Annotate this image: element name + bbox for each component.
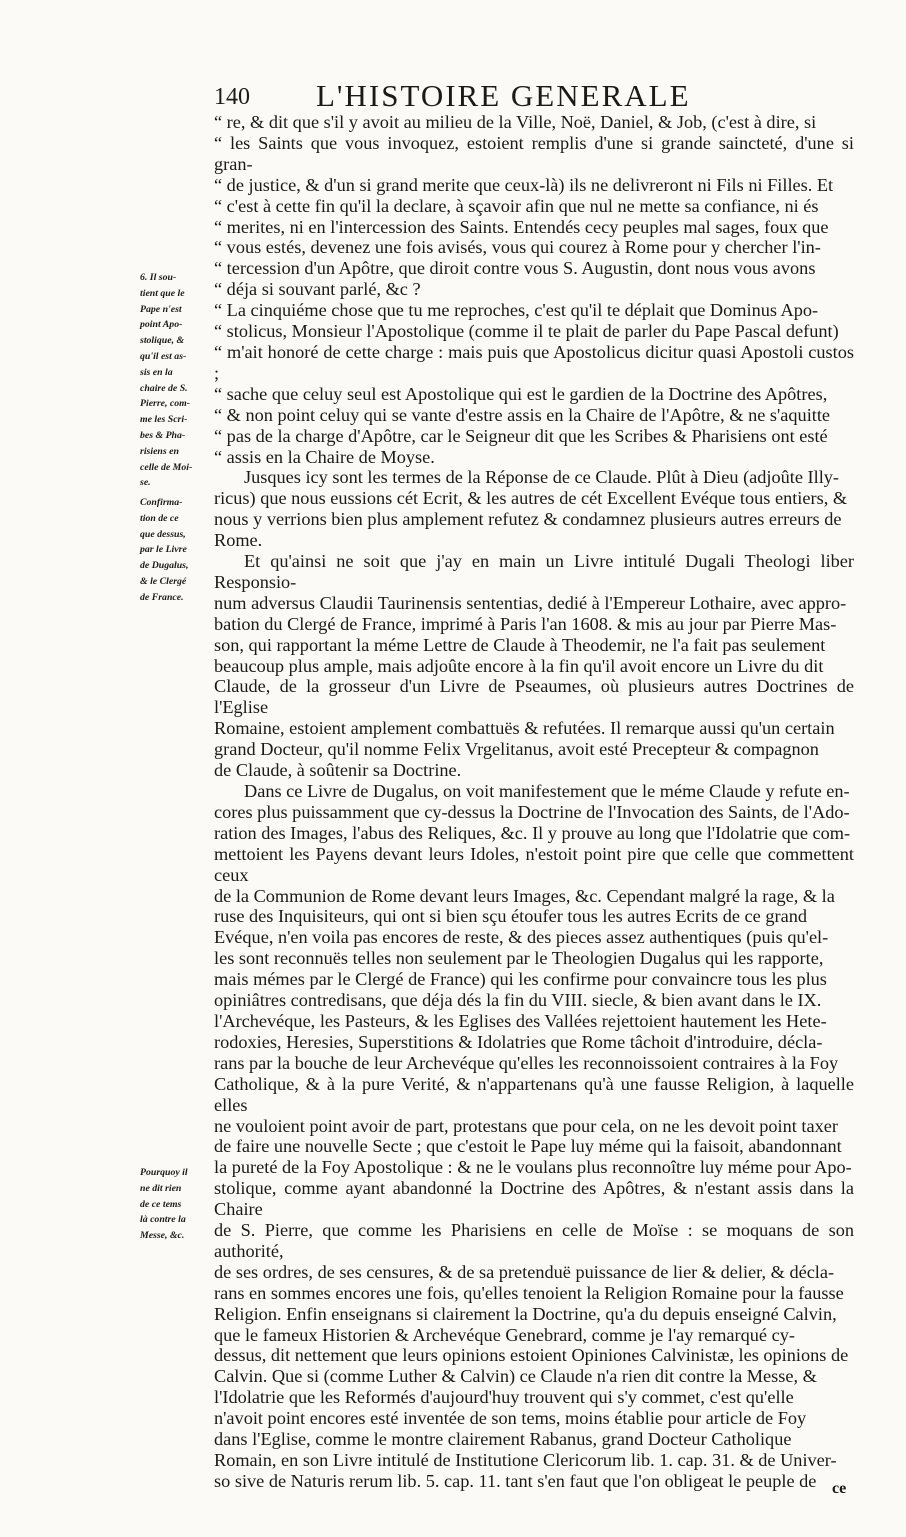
text-line: de S. Pierre, que comme les Pharisiens en celle de Moïse : se moquans de son authorité, <box>214 1220 854 1261</box>
text-line: “ vous estés, devenez une fois avisés, vous qui courez à Rome pour y chercher l'in- <box>214 237 821 258</box>
text-line: bation du Clergé de France, imprimé à Paris l'an 1608. & mis au jour par Pierre Mas- <box>214 613 837 634</box>
text-line: “ stolicus, Monsieur l'Apostolique (comme il te plait de parler du Pape Pascal defunt) <box>214 321 839 342</box>
text-line: Et qu'ainsi ne soit que j'ay en main un Livre intitulé Dugali Theologi liber Responsio- <box>214 551 854 592</box>
page-header <box>214 78 854 114</box>
text-line: cores plus puissamment que cy-dessus la Doctrine de l'Invocation des Saints, de l'Ado- <box>214 801 850 822</box>
text-line: opiniâtres contredisans, que déja dés la fin du VIII. siecle, & bien avant dans le IX. <box>214 990 822 1011</box>
text-line: de Claude, à soûtenir sa Doctrine. <box>214 760 462 781</box>
running-title: L'HISTOIRE GENERALE <box>316 78 691 113</box>
text-line: “ pas de la charge d'Apôtre, car le Seigneur dit que les Scribes & Pharisiens ont esté <box>214 425 828 446</box>
text-line: Romain, en son Livre intitulé de Institutione Clericorum lib. 1. cap. 31. & de Univer- <box>214 1450 837 1470</box>
text-line: “ & non point celuy qui se vante d'estre assis en la Chaire de l'Apôtre, & ne s'aquitte <box>214 404 831 425</box>
text-line: nous y verrions bien plus amplement refutez & condamnez plusieurs autres erreurs de <box>214 509 842 530</box>
text-line: “ les Saints que vous invoquez, estoient remplis d'une si grande saincteté, d'une si gran- <box>214 132 854 174</box>
text-line: rans en sommes encores une fois, qu'elles tenoient la Religion Romaine pour la fausse <box>214 1282 844 1303</box>
marginal-note-confirmation: Confirma- tion de ce que dessus, par le Livre de Dugalus, & le Clergé de France. <box>140 497 189 603</box>
text-line: dessus, dit nettement que leurs opinions estoient Opiniones Calvinistæ, les opinions de <box>214 1345 849 1366</box>
text-line: Romaine, estoient amplement combattuës & refutées. Il remarque aussi qu'un certain <box>214 718 835 739</box>
main-text <box>214 112 854 1492</box>
text-line: “ merites, ni en l'intercession des Saints. Entendés cecy peuples mal sages, foux que <box>214 216 829 237</box>
text-line: de la Communion de Rome devant leurs Images, &c. Cependant malgré la rage, & la <box>214 885 835 906</box>
text-line: “ m'ait honoré de cette charge : mais puis que Apostolicus dicitur quasi Apostoli custos ; <box>214 341 854 383</box>
text-line: “ assis en la Chaire de Moyse. <box>214 446 435 467</box>
text-line: “ de justice, & d'un si grand merite que ceux-là) ils ne delivreront ni Fils ni Filles. Et <box>214 174 834 195</box>
text-line: Rome. <box>214 530 263 551</box>
text-line: rodoxies, Heresies, Superstitions & Idolatries que Rome tâchoit d'introduire, décla- <box>214 1031 823 1052</box>
text-line: num adversus Claudii Taurinensis sententias, dedié à l'Empereur Lothaire, avec appro- <box>214 592 847 613</box>
text-line: les sont reconnuës telles non seulement par le Theologien Dugalus qui les rapporte, <box>214 948 824 969</box>
text-line: mais mémes par le Clergé de France) qui les confirme pour convaincre tous les plus <box>214 969 827 990</box>
text-line: Dans ce Livre de Dugalus, on voit manifestement que le méme Claude y refute en- <box>244 781 850 801</box>
text-line: dans l'Eglise, comme le montre clairement Rabanus, grand Docteur Catholique <box>214 1429 792 1450</box>
catchword: ce <box>832 1480 847 1497</box>
text-line: que le fameux Historien & Archevéque Genebrard, comme je l'ay remarqué cy- <box>214 1324 795 1345</box>
text-line: grand Docteur, qu'il nomme Felix Vrgelitanus, avoit esté Precepteur & compagnon <box>214 739 819 760</box>
text-line: so sive de Naturis rerum lib. 5. cap. 11. tant s'en faut que l'on obligeat le peuple de <box>214 1470 817 1491</box>
text-line: “ c'est à cette fin qu'il la declare, à sçavoir afin que nul ne mette sa confiance, ni és <box>214 195 819 216</box>
text-line: Catholique, & à la pure Verité, & n'appartenans qu'à une fausse Religion, à laquelle elles <box>214 1073 854 1115</box>
text-line: rans par la bouche de leur Archevéque qu'elles les reconnoissoient contraires à la Foy <box>214 1052 839 1073</box>
text-line: son, qui rapportant la méme Lettre de Claude à Theodemir, ne l'a fait pas seulement <box>214 634 826 655</box>
text-line: ricus) que nous eussions cét Ecrit, & les autres de cét Excellent Evéque tous entiers, & <box>214 488 848 509</box>
text-line: Calvin. Que si (comme Luther & Calvin) ce Claude n'a rien dit contre la Messe, & <box>214 1366 817 1387</box>
marginal-note-6: 6. Il sou- tient que le Pape n'est point Apo- stolique, & qu'il est as- sis en la chaire de S. Pierre, com- me les Scri- bes & Pha- risiens en celle de Moi- se. <box>140 272 193 489</box>
text-line: n'avoit point encores esté inventée de son tems, moins établie pour article de Foy <box>214 1408 807 1429</box>
text-line: Claude, de la grosseur d'un Livre de Pseaumes, où plusieurs autres Doctrines de l'Eglise <box>214 676 854 718</box>
text-line: l'Idolatrie que les Reformés d'aujourd'huy trouvent qui s'y commet, c'est qu'elle <box>214 1387 794 1408</box>
text-line: “ tercession d'un Apôtre, que diroit contre vous S. Augustin, dont nous vous avons <box>214 258 816 279</box>
page-number: 140 <box>214 84 250 110</box>
text-line: Religion. Enfin enseignans si clairement la Doctrine, qu'a du depuis enseigné Calvin, <box>214 1303 837 1324</box>
text-line: mettoient les Payens devant leurs Idoles, n'estoit point pire que celle que commettent ceux <box>214 843 854 885</box>
text-line: ration des Images, l'abus des Reliques, &c. Il y prouve au long que l'Idolatrie que com- <box>214 822 851 843</box>
text-line: Jusques icy sont les termes de la Réponse de ce Claude. Plût à Dieu (adjoûte Illy- <box>244 467 840 488</box>
text-line: ruse des Inquisiteurs, qui ont si bien sçu étoufer tous les autres Ecrits de ce grand <box>214 906 807 927</box>
text-line: de ses ordres, de ses censures, & de sa pretenduë puissance de lier & delier, & décla- <box>214 1261 835 1282</box>
text-line: l'Archevéque, les Pasteurs, & les Eglises des Vallées rejettoient hautement les Hete- <box>214 1010 827 1031</box>
text-line: stolique, comme ayant abandonné la Doctrine des Apôtres, & n'estant assis dans la Chaire <box>214 1178 854 1220</box>
text-line: de faire une nouvelle Secte ; que c'estoit le Pape luy méme qui la faisoit, abandonnant <box>214 1136 842 1157</box>
text-line: “ sache que celuy seul est Apostolique qui est le gardien de la Doctrine des Apôtres, <box>214 383 828 404</box>
text-line: “ re, & dit que s'il y avoit au milieu de la Ville, Noë, Daniel, & Job, (c'est à dire, si <box>214 112 817 132</box>
text-line: “ déja si souvant parlé, &c ? <box>214 279 421 300</box>
text-line: beaucoup plus ample, mais adjoûte encore à la fin qu'il avoit encore un Livre du dit <box>214 655 824 676</box>
text-line: ne vouloient point avoir de part, protestans que pour cela, on ne les devoit point taxer <box>214 1115 838 1136</box>
text-line: “ La cinquiéme chose que tu me reproches, c'est qu'il te déplait que Dominus Apo- <box>214 300 819 321</box>
text-line: Evéque, n'en voila pas encores de reste, & des pieces assez authentiques (puis qu'el- <box>214 927 829 948</box>
text-line: la pureté de la Foy Apostolique : & ne le voulans plus reconnoître luy méme pour Apo- <box>214 1157 852 1178</box>
marginal-note-pourquoy: Pourquoy il ne dit rien de ce tems là contre la Messe, &c. <box>140 1167 188 1242</box>
